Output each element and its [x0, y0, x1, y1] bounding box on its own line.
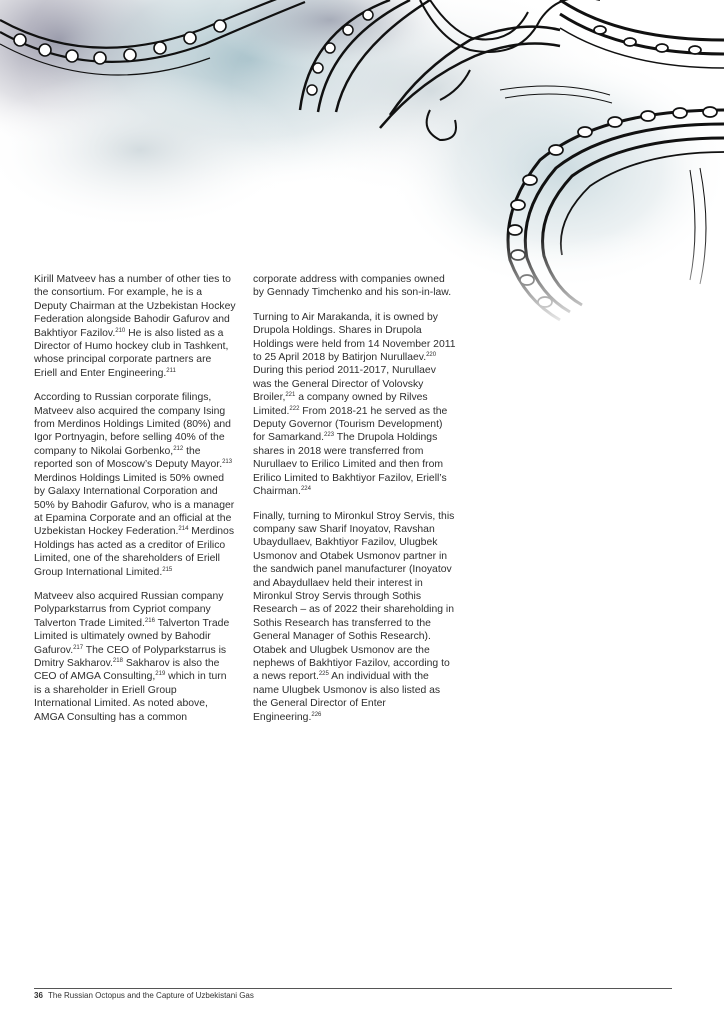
text-run: Turning to Air Marakanda, it is owned by Drupola Holdings. Shares in Drupola Holdings were held from 14 November 2011 to 25 April 2018 by Batirjon Nurullaev.: [253, 311, 456, 364]
page-number: 36: [34, 991, 43, 1000]
text-run: The Drupola Holdings shares in 2018 were transferred from Nurullaev to Erilico Limited and then from Erilico Limited to Bakhtiyor Fazilov, Eriell’s Chairman.: [253, 432, 447, 498]
footnote-ref[interactable]: 213: [222, 459, 233, 466]
footnote-ref[interactable]: 211: [166, 367, 176, 374]
footnote-ref[interactable]: 215: [162, 566, 173, 573]
text-run: An individual with the name Ulugbek Usmonov is also listed as the General Director of Enter Engineering.: [253, 671, 441, 723]
paragraph: [253, 311, 457, 499]
paragraph: [34, 590, 236, 724]
footer-divider: [34, 988, 672, 989]
text-run: Talverton Trade Limited is ultimately owned by Bahodir Gafurov.: [34, 617, 230, 656]
text-run: During this period 2011-2017, Nurullaev was the General Director of Volovsky Broiler,: [253, 365, 436, 404]
text-run: Merdinos Holdings has acted as a creditor of Erilico Limited, one of the shareholders of Eriell Group International Limited.: [34, 526, 235, 578]
text-run: Sakharov is also the CEO of AMGA Consulting,: [34, 657, 220, 683]
footnote-ref[interactable]: 224: [300, 486, 311, 493]
text-run: Finally, turning to Mironkul Stroy Servis, this company saw Sharif Inoyatov, Ravshan Ubaydullaev, Bakhtiyor Fazilov, Ulugbek Usmonov and Otabek Usmonov partner in the sandwich panel manufacturer (Inoyatov and Abaydullaev held their interest in Mironkul Stroy Servis through Sothis Research – as of 2022 their shareholding in Sothis Research has transferred to the General Manager of Sothis Research). Otabek and Ulugbek Usmonov are the nephews of Bakhtiyor Fazilov, according to a news report.: [253, 510, 455, 683]
text-run: which in turn is a shareholder in Eriell Group International Limited. As noted above, AMGA Consulting has a common: [34, 671, 227, 723]
text-run: Merdinos Holdings Limited is 50% owned by Galaxy International Corporation and 50% by Bahodir Gafurov, who is a manager at Epamina Corporate and an official at the Uzbekistan Hockey Federation.: [34, 472, 235, 538]
footnote-ref[interactable]: 218: [112, 657, 123, 664]
text-run: the reported son of Moscow’s Deputy Mayor.: [34, 445, 223, 471]
footnote-ref[interactable]: 214: [178, 526, 189, 533]
paragraph: [253, 510, 457, 725]
page-footer: [34, 991, 254, 1000]
paragraph: [34, 273, 236, 380]
footnote-ref[interactable]: 217: [73, 644, 84, 651]
footnote-ref[interactable]: 220: [426, 352, 437, 359]
document-title: The Russian Octopus and the Capture of Uzbekistani Gas: [47, 991, 254, 1000]
footnote-ref[interactable]: 221: [285, 392, 296, 399]
paragraph: [34, 391, 236, 579]
footnote-ref[interactable]: 222: [289, 405, 300, 412]
footnote-ref[interactable]: 226: [311, 711, 322, 718]
text-run: He is also listed as a Director of Humo hockey club in Tashkent, whose principal corporate partners are Eriell and Enter Engineering.: [34, 327, 229, 379]
text-run: The CEO of Polyparkstarrus is Dmitry Sakharov.: [34, 644, 227, 669]
footnote-ref[interactable]: 219: [155, 671, 166, 678]
footnote-ref[interactable]: 225: [318, 671, 329, 678]
footnote-ref[interactable]: 210: [115, 327, 126, 334]
footnote-ref[interactable]: 223: [324, 432, 335, 439]
footnote-ref[interactable]: 216: [144, 617, 155, 624]
text-column-left: [34, 273, 236, 735]
text-run: Matveev also acquired Russian company Polyparkstarrus from Cypriot company Talverton Trade Limited.: [34, 590, 224, 629]
footnote-ref[interactable]: 212: [173, 445, 184, 452]
paragraph: [253, 273, 457, 300]
text-column-right: [253, 273, 457, 735]
text-run: Kirill Matveev has a number of other ties to the consortium. For example, he is a Deputy Chairman at the Uzbekistan Hockey Federation alongside Bahodir Gafurov and Bakhtiyor Fazilov.: [34, 274, 236, 339]
text-run: According to Russian corporate filings, Matveev also acquired the company Ising from Merdinos Holdings Limited (80%) and Igor Portnyagin, before selling 40% of the company to Nikolai Gorbenko,: [34, 392, 231, 457]
text-run: corporate address with companies owned by Gennady Timchenko and his son-in-law.: [253, 274, 452, 299]
text-run: From 2018-21 he served as the Deputy Governor (Tourism Development) for Samarkand.: [253, 405, 448, 444]
text-run: a company owned by Rilves Limited.: [253, 392, 428, 417]
